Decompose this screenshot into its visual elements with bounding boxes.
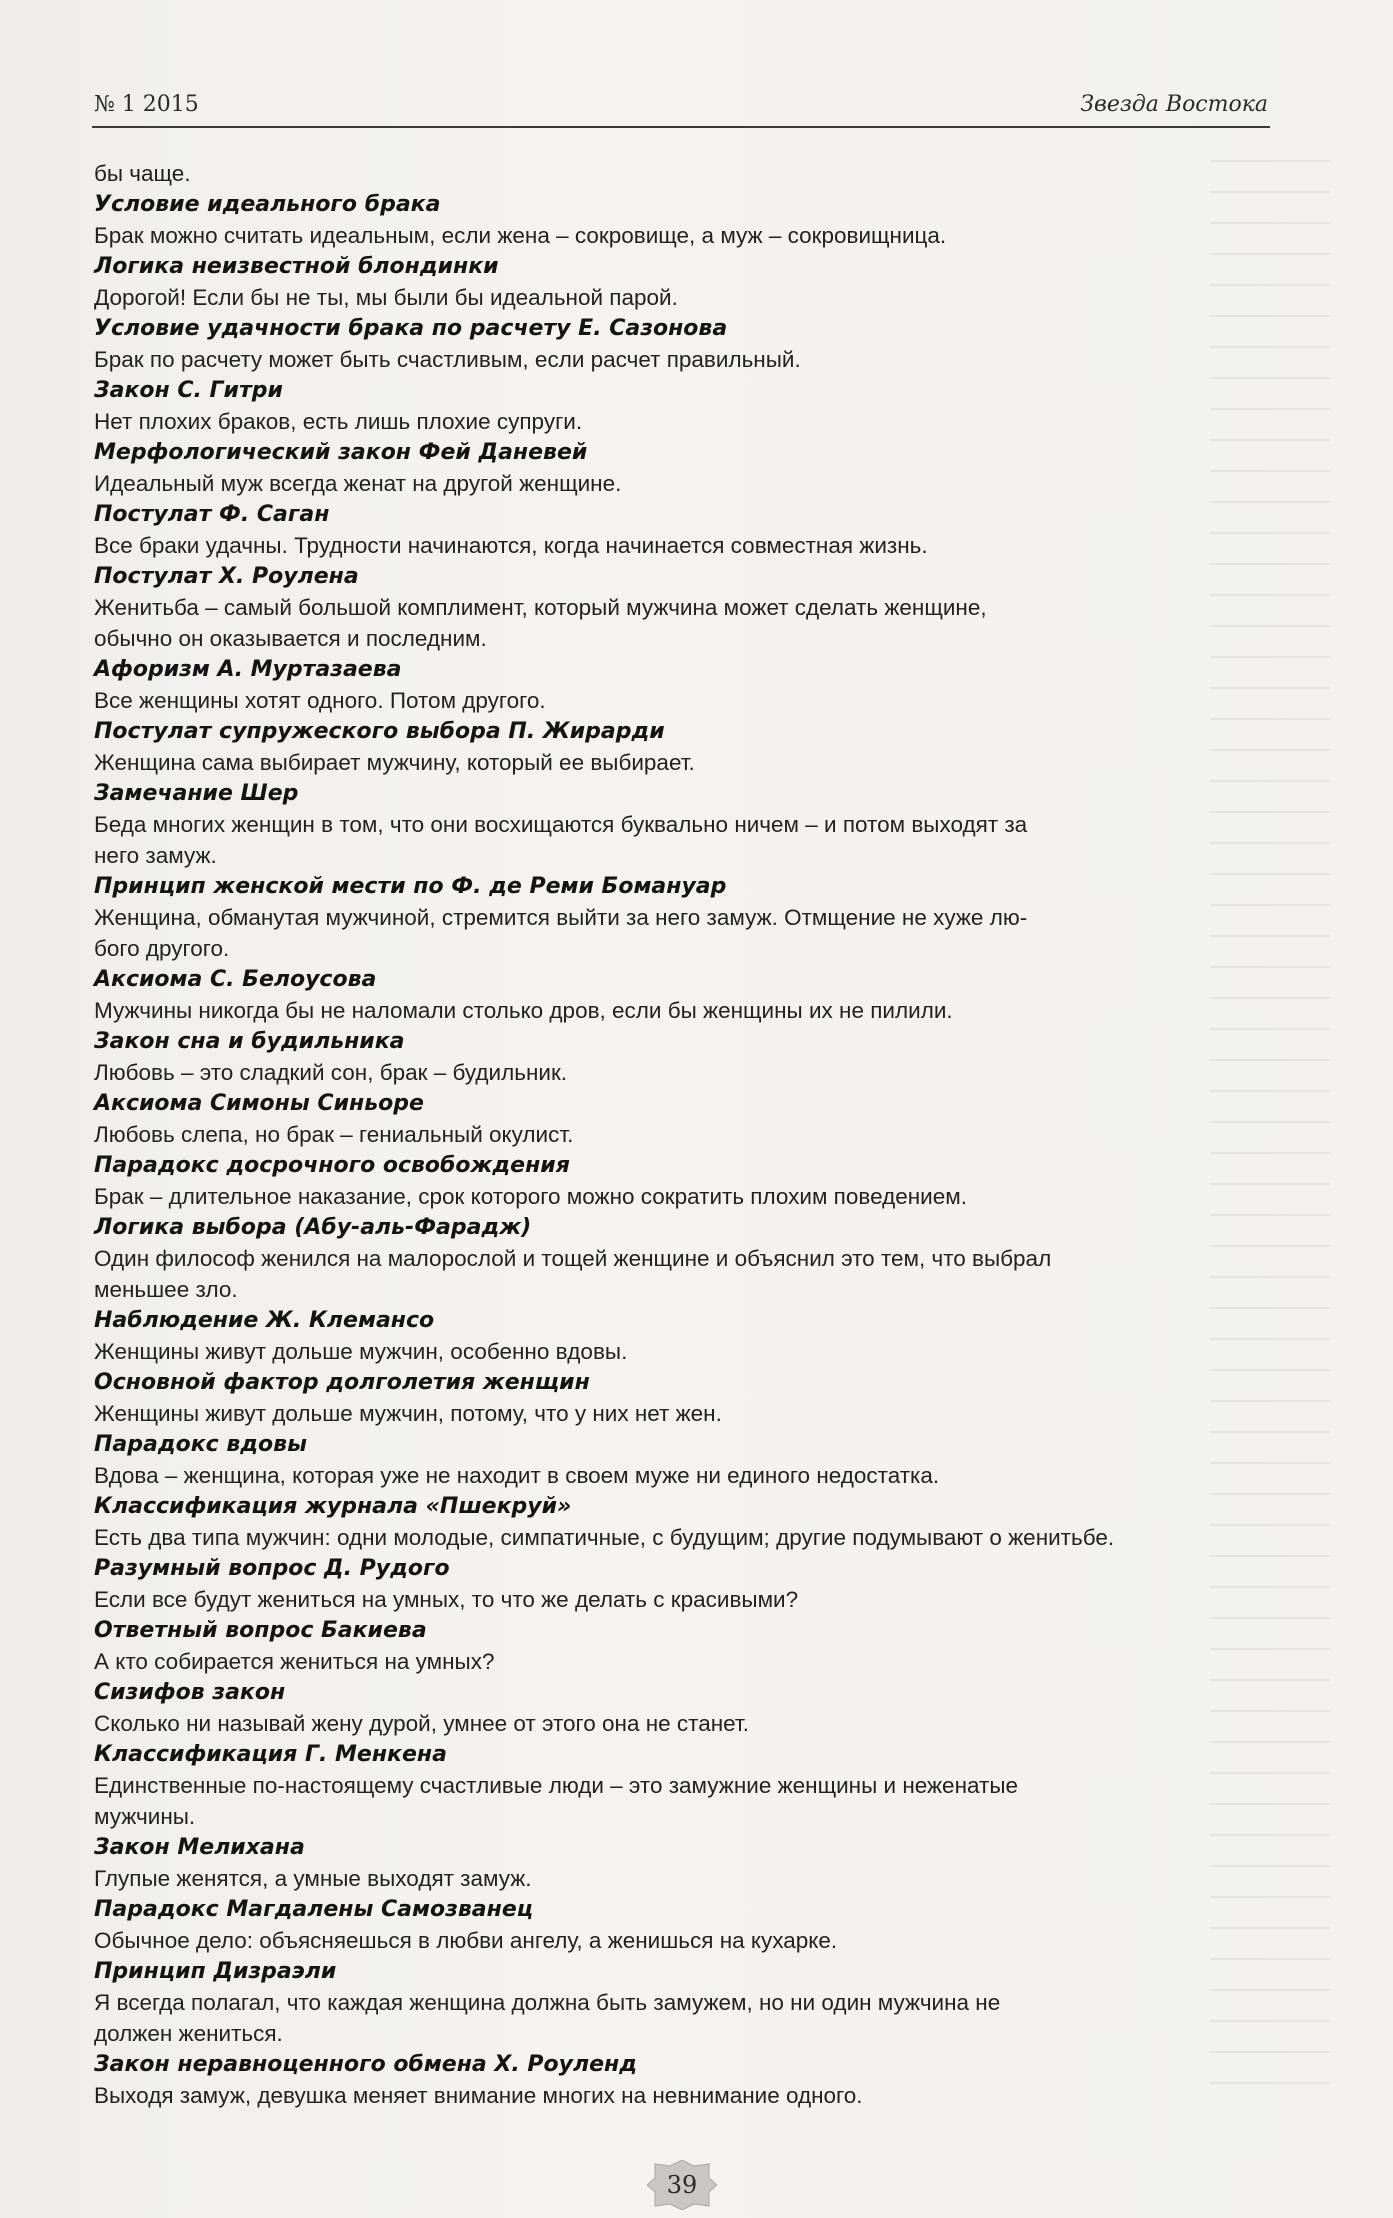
- entry-title: Условие удачности брака по расчету Е. Сазонова: [94, 316, 728, 341]
- opening-line: бы чаще.: [94, 161, 191, 186]
- entry-title: Постулат Х. Роулена: [94, 564, 359, 589]
- entry-title: Сизифов закон: [94, 1680, 286, 1705]
- entry-title: Афоризм А. Муртазаева: [94, 657, 402, 682]
- page-number-badge: [647, 2160, 717, 2210]
- entry-text-line: Обычное дело: объясняешься в любви ангелу, а женишься на кухарке.: [94, 1928, 838, 1953]
- entry-title: Закон Мелихана: [94, 1835, 305, 1860]
- entry-text-line: Женщины живут дольше мужчин, особенно вдовы.: [94, 1339, 628, 1364]
- entry-text-line: Сколько ни называй жену дурой, умнее от этого она не станет.: [94, 1711, 749, 1736]
- article-body: [94, 158, 1270, 2111]
- entry-title: Закон С. Гитри: [94, 378, 283, 403]
- entry-text-line: Выходя замуж, девушка меняет внимание многих на невнимание одного.: [94, 2083, 863, 2108]
- entry-text-line: Все браки удачны. Трудности начинаются, когда начинается совместная жизнь.: [94, 533, 928, 558]
- entry-text-line: Я всегда полагал, что каждая женщина должна быть замужем, но ни один мужчина не: [94, 1990, 1001, 2015]
- issue-number: № 1 2015: [94, 92, 199, 117]
- page-number: 39: [666, 2171, 698, 2199]
- entry-text-line: Идеальный муж всегда женат на другой женщине.: [94, 471, 622, 496]
- entry-title: Мерфологический закон Фей Даневей: [94, 440, 588, 465]
- entry-text-line: Женщина сама выбирает мужчину, который ее выбирает.: [94, 750, 695, 775]
- entry-text-line: Женщины живут дольше мужчин, потому, что у них нет жен.: [94, 1401, 722, 1426]
- entry-title: Постулат Ф. Саган: [94, 502, 330, 527]
- entry-title: Закон сна и будильника: [94, 1029, 405, 1054]
- entry-title: Классификация Г. Менкена: [94, 1742, 447, 1767]
- entry-text-line: А кто собирается жениться на умных?: [94, 1649, 495, 1674]
- entry-title: Основной фактор долголетия женщин: [94, 1370, 590, 1395]
- entry-title: Принцип Дизраэли: [94, 1959, 337, 1984]
- entry-title: Аксиома Симоны Синьоре: [94, 1091, 424, 1116]
- entry-title: Парадокс Магдалены Самозванец: [94, 1897, 534, 1922]
- entry-title: Ответный вопрос Бакиева: [94, 1618, 427, 1643]
- entry-text-line: Все женщины хотят одного. Потом другого.: [94, 688, 546, 713]
- entry-title: Логика неизвестной блондинки: [94, 254, 499, 279]
- entry-text-line: Брак по расчету может быть счастливым, если расчет правильный.: [94, 347, 801, 372]
- journal-title: Звезда Востока: [1080, 92, 1268, 117]
- entry-text-line: Любовь – это сладкий сон, брак – будильник.: [94, 1060, 568, 1085]
- entry-title: Парадокс вдовы: [94, 1432, 307, 1457]
- entry-text-line: меньшее зло.: [94, 1277, 238, 1302]
- entry-text-line: бого другого.: [94, 936, 230, 961]
- entry-title: Логика выбора (Абу-аль-Фарадж): [94, 1215, 532, 1240]
- entry-text-line: Женитьба – самый большой комплимент, который мужчина может сделать женщине,: [94, 595, 987, 620]
- entry-text-line: Любовь слепа, но брак – гениальный окулист.: [94, 1122, 574, 1147]
- entry-title: Условие идеального брака: [94, 192, 441, 217]
- entry-text-line: Один философ женился на малорослой и тощей женщине и объяснил это тем, что выбрал: [94, 1246, 1052, 1271]
- entry-title: Закон неравноценного обмена Х. Роуленд: [94, 2052, 637, 2077]
- entry-text-line: него замуж.: [94, 843, 217, 868]
- entry-text-line: мужчины.: [94, 1804, 196, 1829]
- entry-text-line: Женщина, обманутая мужчиной, стремится выйти за него замуж. Отмщение не хуже лю-: [94, 905, 1028, 930]
- entry-text-line: Глупые женятся, а умные выходят замуж.: [94, 1866, 532, 1891]
- entry-text-line: должен жениться.: [94, 2021, 283, 2046]
- entry-text-line: Вдова – женщина, которая уже не находит в своем муже ни единого недостатка.: [94, 1463, 940, 1488]
- entry-text-line: Брак – длительное наказание, срок которого можно сократить плохим поведением.: [94, 1184, 967, 1209]
- entry-title: Постулат супружеского выбора П. Жирарди: [94, 719, 665, 744]
- entry-text-line: Есть два типа мужчин: одни молодые, симпатичные, с будущим; другие подумывают о женитьбе.: [94, 1525, 1115, 1550]
- entry-title: Наблюдение Ж. Клемансо: [94, 1308, 435, 1333]
- entry-text-line: Беда многих женщин в том, что они восхищаются буквально ничем – и потом выходят за: [94, 812, 1028, 837]
- entry-text-line: Единственные по-настоящему счастливые люди – это замужние женщины и неженатые: [94, 1773, 1019, 1798]
- entry-title: Разумный вопрос Д. Рудого: [94, 1556, 450, 1581]
- entry-text-line: обычно он оказывается и последним.: [94, 626, 487, 651]
- entry-text-line: Мужчины никогда бы не наломали столько дров, если бы женщины их не пилили.: [94, 998, 953, 1023]
- entry-title: Классификация журнала «Пшекруй»: [94, 1494, 572, 1519]
- entry-title: Принцип женской мести по Ф. де Реми Бомануар: [94, 874, 727, 899]
- page-footer: [0, 2160, 1393, 2218]
- entry-text-line: Если все будут жениться на умных, то что же делать с красивыми?: [94, 1587, 799, 1612]
- entry-text-line: Дорогой! Если бы не ты, мы были бы идеальной парой.: [94, 285, 678, 310]
- entry-title: Замечание Шер: [94, 781, 299, 806]
- entry-title: Аксиома С. Белоусова: [94, 967, 377, 992]
- running-header: [92, 86, 1270, 128]
- entry-text-line: Брак можно считать идеальным, если жена – сокровище, а муж – сокровищница.: [94, 223, 947, 248]
- entry-text-line: Нет плохих браков, есть лишь плохие супруги.: [94, 409, 583, 434]
- entry-title: Парадокс досрочного освобождения: [94, 1153, 570, 1178]
